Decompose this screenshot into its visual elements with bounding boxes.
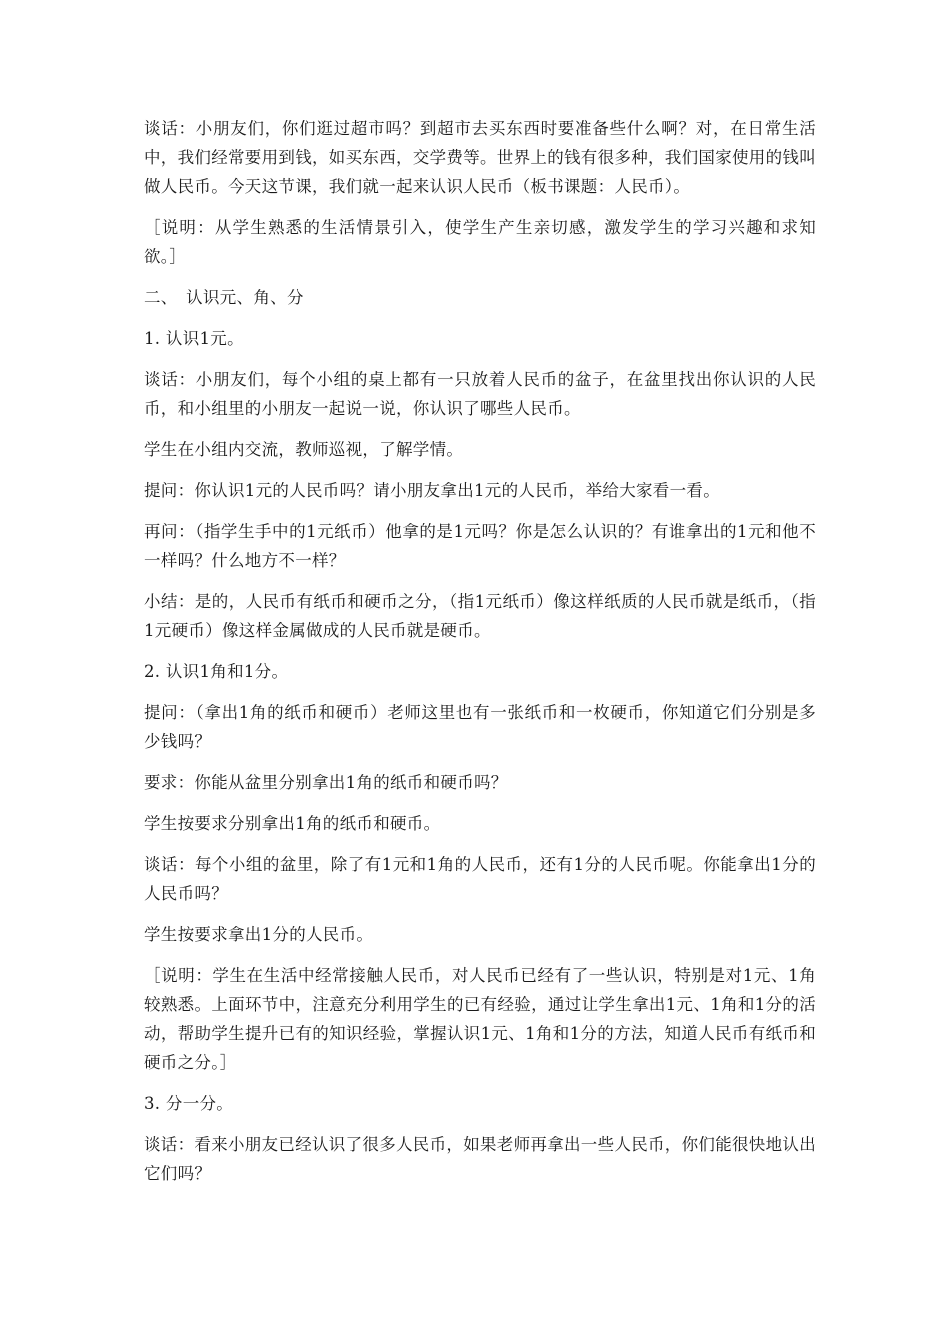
subheading-1: 1. 认识1元。 <box>144 329 244 348</box>
paragraph-talk-1fen: 谈话：每个小组的盆里，除了有1元和1角的人民币，还有1分的人民币呢。你能拿出1分的人民币吗？ <box>144 855 816 903</box>
paragraph-note-2: ［说明：学生在生活中经常接触人民币，对人民币已经有了一些认识，特别是对1元、1角较熟悉。上面环节中，注意充分利用学生的已有经验，通过让学生拿出1元、1角和1分的活动，帮助学生提升已有的知识经验，掌握认识1元、1角和1分的方法，知道人民币有纸币和硬币之分。］ <box>144 966 816 1072</box>
paragraph-talk-final: 谈话：看来小朋友已经认识了很多人民币，如果老师再拿出一些人民币，你们能很快地认出它们吗？ <box>144 1135 816 1183</box>
paragraph-student-take-fen: 学生按要求拿出1分的人民币。 <box>144 925 374 944</box>
paragraph-question-1yuan: 提问：你认识1元的人民币吗？请小朋友拿出1元的人民币，举给大家看一看。 <box>144 481 720 500</box>
paragraph-requirement: 要求：你能从盆里分别拿出1角的纸币和硬币吗？ <box>144 773 508 792</box>
paragraph-talk-groups: 谈话：小朋友们，每个小组的桌上都有一只放着人民币的盆子，在盆里找出你认识的人民币，和小组里的小朋友一起说一说，你认识了哪些人民币。 <box>144 370 816 418</box>
paragraph-question-1jiao: 提问：（拿出1角的纸币和硬币）老师这里也有一张纸币和一枚硬币，你知道它们分别是多少钱吗？ <box>144 703 816 751</box>
paragraph-student-take-jiao: 学生按要求分别拿出1角的纸币和硬币。 <box>144 814 441 833</box>
subheading-2: 2. 认识1角和1分。 <box>144 662 289 681</box>
section-heading-2: 二、 认识元、角、分 <box>144 288 304 307</box>
paragraph-student-exchange: 学生在小组内交流，教师巡视，了解学情。 <box>144 440 464 459</box>
document-body <box>144 114 816 1200</box>
paragraph-intro-talk: 谈话：小朋友们，你们逛过超市吗？到超市去买东西时要准备些什么啊？对，在日常生活中，我们经常要用到钱，如买东西，交学费等。世界上的钱有很多种，我们国家使用的钱叫做人民币。今天这节课，我们就一起来认识人民币（板书课题：人民币）。 <box>144 119 816 196</box>
subheading-3: 3. 分一分。 <box>144 1094 234 1113</box>
paragraph-note-1: ［说明：从学生熟悉的生活情景引入，使学生产生亲切感，激发学生的学习兴趣和求知欲。］ <box>144 218 816 266</box>
paragraph-ask-again: 再问：（指学生手中的1元纸币）他拿的是1元吗？你是怎么认识的？有谁拿出的1元和他不一样吗？什么地方不一样？ <box>144 522 816 570</box>
paragraph-summary: 小结：是的，人民币有纸币和硬币之分，（指1元纸币）像这样纸质的人民币就是纸币，（指1元硬币）像这样金属做成的人民币就是硬币。 <box>144 592 816 640</box>
